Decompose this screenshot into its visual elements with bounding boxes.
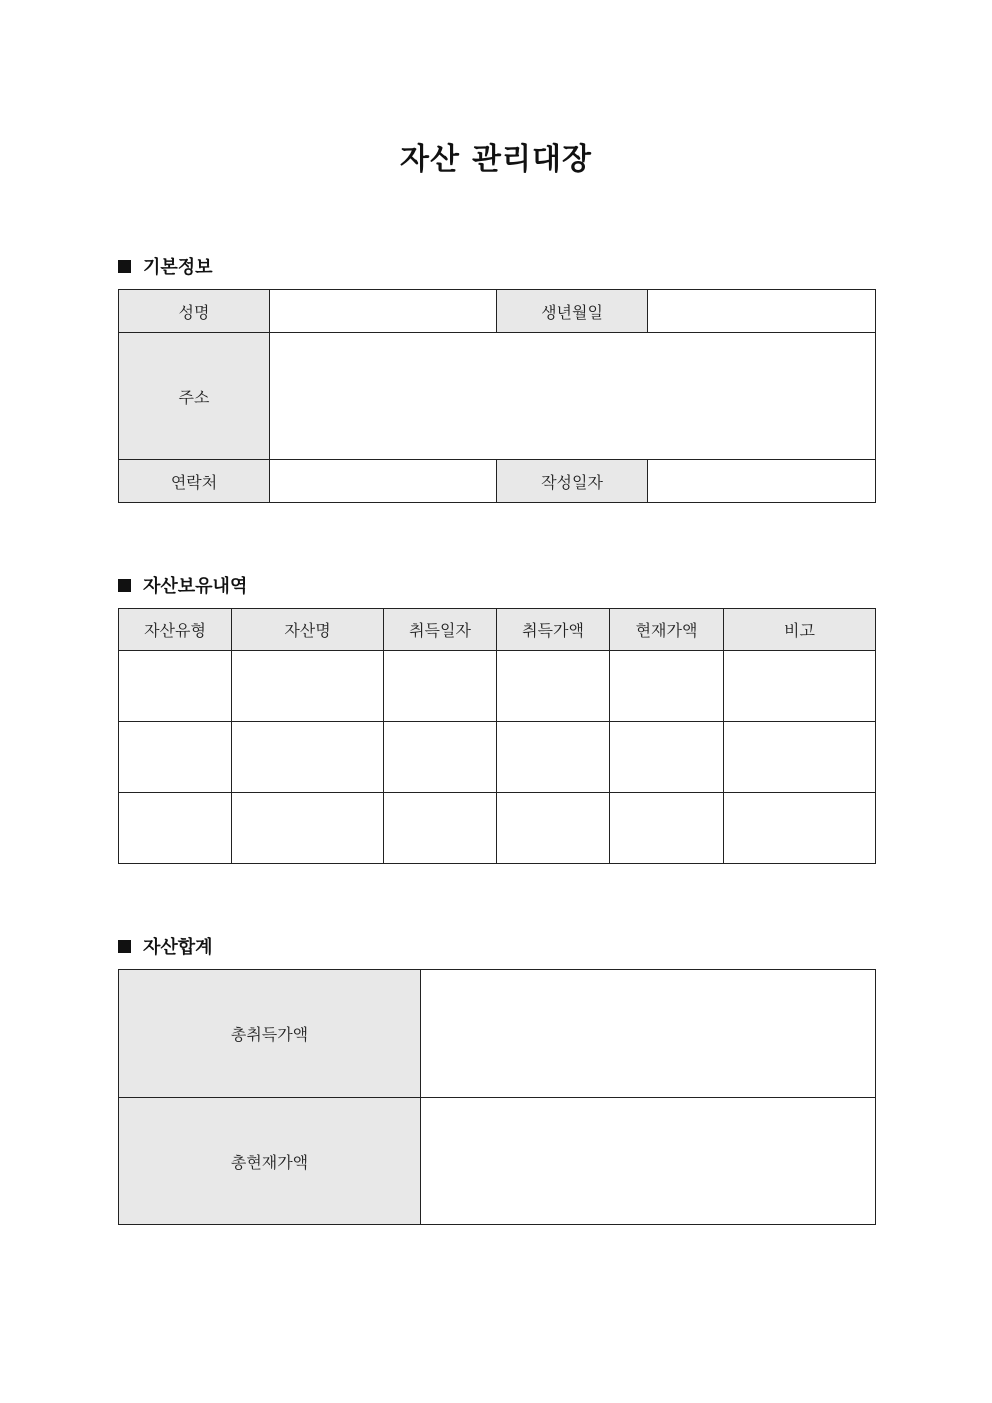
name-field[interactable] <box>270 290 497 333</box>
birthdate-field[interactable] <box>648 290 876 333</box>
column-header-asset-name: 자산명 <box>232 609 384 651</box>
totals-table <box>118 969 876 1225</box>
holdings-heading-text: 자산보유내역 <box>143 576 248 597</box>
table-cell[interactable] <box>497 651 610 722</box>
table-cell[interactable] <box>232 651 384 722</box>
square-bullet-icon <box>118 579 131 592</box>
total-current-value-field[interactable] <box>421 1098 876 1225</box>
table-cell[interactable] <box>119 722 232 793</box>
totals-heading-text: 자산합계 <box>143 937 213 958</box>
address-label: 주소 <box>119 333 270 460</box>
table-row <box>119 651 876 722</box>
name-label: 성명 <box>119 290 270 333</box>
column-header-current-value: 현재가액 <box>610 609 724 651</box>
holdings-heading <box>118 572 247 598</box>
title-word-1: 자산 <box>400 142 461 177</box>
table-cell[interactable] <box>497 722 610 793</box>
column-header-remarks: 비고 <box>724 609 876 651</box>
basic-info-table <box>118 289 876 503</box>
square-bullet-icon <box>118 260 131 273</box>
table-cell[interactable] <box>497 793 610 864</box>
table-cell[interactable] <box>119 793 232 864</box>
table-cell[interactable] <box>232 722 384 793</box>
table-cell[interactable] <box>610 793 724 864</box>
square-bullet-icon <box>118 940 131 953</box>
column-header-acquisition-date: 취득일자 <box>384 609 497 651</box>
total-current-value-label: 총현재가액 <box>119 1098 421 1225</box>
title-word-2: 관리대장 <box>472 142 592 177</box>
birthdate-label: 생년월일 <box>497 290 648 333</box>
table-cell[interactable] <box>232 793 384 864</box>
table-cell[interactable] <box>724 722 876 793</box>
contact-label: 연락처 <box>119 460 270 503</box>
column-header-acquisition-value: 취득가액 <box>497 609 610 651</box>
table-cell[interactable] <box>119 651 232 722</box>
document-title <box>0 134 992 178</box>
table-cell[interactable] <box>724 793 876 864</box>
written-date-field[interactable] <box>648 460 876 503</box>
table-cell[interactable] <box>610 722 724 793</box>
holdings-table <box>118 608 876 864</box>
table-cell[interactable] <box>724 651 876 722</box>
totals-heading <box>118 933 213 959</box>
total-acquisition-value-field[interactable] <box>421 970 876 1098</box>
table-row <box>119 793 876 864</box>
total-acquisition-value-label: 총취득가액 <box>119 970 421 1098</box>
written-date-label: 작성일자 <box>497 460 648 503</box>
address-field[interactable] <box>270 333 876 460</box>
table-cell[interactable] <box>610 651 724 722</box>
table-cell[interactable] <box>384 793 497 864</box>
table-row <box>119 722 876 793</box>
table-cell[interactable] <box>384 651 497 722</box>
table-cell[interactable] <box>384 722 497 793</box>
basic-info-heading <box>118 253 213 279</box>
basic-info-heading-text: 기본정보 <box>143 257 213 278</box>
column-header-asset-type: 자산유형 <box>119 609 232 651</box>
contact-field[interactable] <box>270 460 497 503</box>
